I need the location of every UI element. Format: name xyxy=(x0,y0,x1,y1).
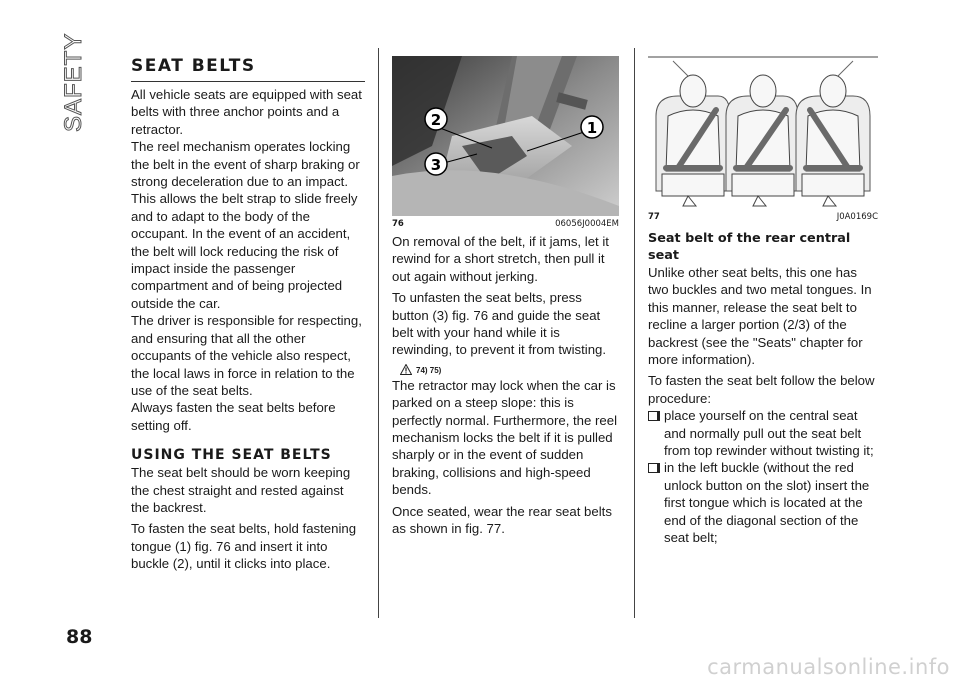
paragraph: Always fasten the seat belts before setting off. xyxy=(131,400,336,433)
paragraph: Unlike other seat belts, this one has two buckles and two metal tongues. In this manner, release the seat belt to recline a larger portion (2/3) of the backrest (see the "Seats" chapter for more information). xyxy=(648,265,872,368)
paragraph: On removal of the belt, if it jams, let it rewind for a short stretch, then pull it out again without jerking. xyxy=(392,234,609,284)
callout-1: 1 xyxy=(586,119,598,137)
column-3 xyxy=(648,56,878,547)
warning-refs: 74) 75) xyxy=(416,365,442,375)
callout-3: 3 xyxy=(430,156,442,174)
rear-seats-illustration xyxy=(648,56,878,209)
bullet-box-icon xyxy=(648,463,660,473)
paragraph: The seat belt should be worn keeping the chest straight and rested against the backrest. xyxy=(131,465,351,515)
section-title: SEAT BELTS xyxy=(131,56,365,82)
watermark: carmanualsonline.info xyxy=(707,655,950,679)
paragraph: To unfasten the seat belts, press button (3) fig. 76 and guide the seat belt with your hand while it is rewinding, to prevent it from twisting. xyxy=(392,290,607,358)
column-1 xyxy=(131,56,365,573)
paragraph: All vehicle seats are equipped with seat belts with three anchor points and a retractor. xyxy=(131,87,362,137)
subsection-heading: Seat belt of the rear central seat xyxy=(648,231,851,263)
column-divider xyxy=(634,48,635,618)
list-item-text: place yourself on the central seat and normally pull out the seat belt from top rewinder without twisting it; xyxy=(664,408,874,459)
callout-2: 2 xyxy=(430,111,442,129)
subsection-title: USING THE SEAT BELTS xyxy=(131,447,332,464)
warning-reference xyxy=(400,364,619,375)
figure-number: 77 xyxy=(648,212,660,222)
bullet-box-icon xyxy=(648,411,660,421)
figure-code: J0A0169C xyxy=(836,212,878,222)
paragraph: Once seated, wear the rear seat belts as shown in fig. 77. xyxy=(392,503,612,537)
paragraph: To fasten the seat belts, hold fastening tongue (1) fig. 76 and insert it into buckle (2), until it clicks into place. xyxy=(131,521,357,572)
figure-number: 76 xyxy=(392,219,404,229)
figure-code: 06056J0004EM xyxy=(555,219,619,229)
list-item-text: in the left buckle (without the red unlock button on the slot) insert the first tongue which is located at the end of the diagonal section of the seat belt; xyxy=(664,460,870,546)
paragraph: To fasten the seat belt follow the below procedure: xyxy=(648,373,875,406)
section-tab: SAFETY xyxy=(60,32,87,132)
figure-76-seat-belt-buckle xyxy=(392,56,619,216)
figure-caption xyxy=(392,219,619,229)
column-2 xyxy=(392,56,619,538)
warning-triangle-icon xyxy=(400,364,412,375)
paragraph: The retractor may lock when the car is parked on a steep slope: this is perfectly normal. Furthermore, the reel mechanism locks the belt if it is pulled sharply or in the event of sudden braking, collisions and high-speed bends. xyxy=(392,377,618,498)
paragraph: The reel mechanism operates locking the belt in the event of sharp braking or strong deceleration due to an impact. This allows the belt strap to slide freely and to adapt to the body of the occupant. In the event of an accident, the belt will lock reducing the risk of impact inside the passenger compartment and of being projected outside the car. xyxy=(131,139,360,311)
list-item xyxy=(648,407,878,459)
figure-caption xyxy=(648,212,878,222)
column-divider xyxy=(378,48,379,618)
figure-77-rear-seat-belts xyxy=(648,56,878,209)
buckle-illustration xyxy=(392,56,619,216)
page-number: 88 xyxy=(66,626,93,648)
list-item xyxy=(648,459,878,546)
paragraph: The driver is responsible for respecting, and ensuring that all the other occupants of the vehicle also respect, the local laws in force in relation to the use of the seat belts. xyxy=(131,313,362,398)
